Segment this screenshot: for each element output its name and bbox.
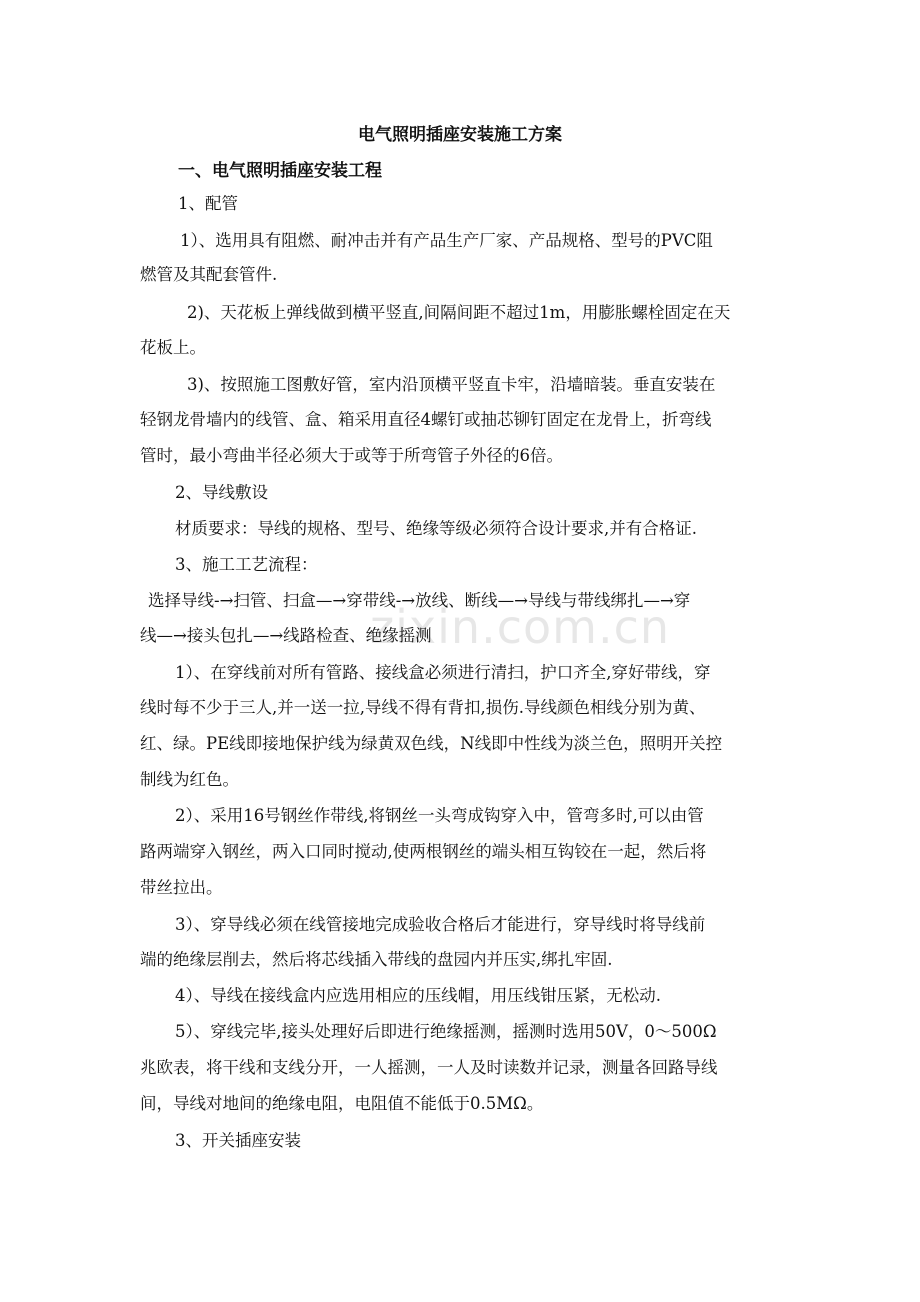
text-line: 带丝拉出。: [140, 878, 223, 897]
text-line: 端的绝缘层削去，然后将芯线插入带线的盘园内并压实,绑扎牢固.: [140, 950, 613, 969]
text-line: 燃管及其配套管件.: [140, 265, 278, 284]
text-line: 3)、按照施工图敷好管，室内沿顶横平竖直卡牢，沿墙暗装。垂直安装在: [187, 375, 716, 394]
text-line: 2）、采用16号钢丝作带线,将钢丝一头弯成钩穿入中，管弯多时,可以由管: [175, 806, 704, 825]
document-title: 电气照明插座安装施工方案: [358, 125, 562, 145]
text-line: 间，导线对地间的绝缘电阻，电阻值不能低于0.5MΩ。: [140, 1094, 544, 1113]
text-line: 红、绿。PE线即接地保护线为绿黄双色线，N线即中性线为淡兰色，照明开关控: [140, 734, 723, 753]
text-line: 线—→接头包扎—→线路检查、绝缘摇测: [140, 626, 432, 645]
text-line: 管时，最小弯曲半径必须大于或等于所弯管子外径的6倍。: [140, 446, 563, 465]
text-line: 1）、选用具有阻燃、耐冲击并有产品生产厂家、产品规格、型号的PVC阻: [180, 231, 713, 250]
text-line: 制线为红色。: [140, 770, 239, 789]
text-line: 2)、天花板上弹线做到横平竖直,间隔间距不超过1m，用膨胀螺栓固定在天: [187, 303, 731, 322]
text-line: 2、导线敷设: [175, 483, 268, 502]
watermark: zixin.com.cn: [370, 600, 671, 654]
text-line: 兆欧表，将干线和支线分开，一人摇测，一人及时读数并记录，测量各回路导线: [140, 1058, 718, 1077]
section-heading: 一、电气照明插座安装工程: [178, 161, 382, 181]
text-line: 花板上。: [140, 338, 206, 357]
text-line: 路两端穿入钢丝，两入口同时搅动,使两根钢丝的端头相互钩铰在一起，然后将: [140, 842, 707, 861]
text-line: 材质要求：导线的规格、型号、绝缘等级必须符合设计要求,并有合格证.: [175, 519, 697, 538]
text-line: 选择导线-→扫管、扫盒—→穿带线-→放线、断线—→导线与带线绑扎—→穿: [148, 591, 691, 610]
text-line: 3）、穿导线必须在线管接地完成验收合格后才能进行，穿导线时将导线前: [175, 915, 706, 934]
text-line: 3、施工工艺流程：: [175, 555, 318, 574]
text-line: 轻钢龙骨墙内的线管、盒、箱采用直径4螺钉或抽芯铆钉固定在龙骨上，折弯线: [140, 410, 712, 429]
text-line: 4）、导线在接线盒内应选用相应的压线帽，用压线钳压紧，无松动.: [175, 986, 661, 1005]
text-line: 5）、穿线完毕,接头处理好后即进行绝缘摇测，摇测时选用50V，0～500Ω: [175, 1022, 717, 1041]
text-line: 线时每不少于三人,并一送一拉,导线不得有背扣,损伤.导线颜色相线分别为黄、: [140, 698, 706, 717]
text-line: 1）、在穿线前对所有管路、接线盒必须进行清扫，护口齐全,穿好带线，穿: [175, 663, 711, 682]
text-line: 1、配管: [178, 194, 238, 213]
text-line: 3、开关插座安装: [175, 1131, 301, 1150]
